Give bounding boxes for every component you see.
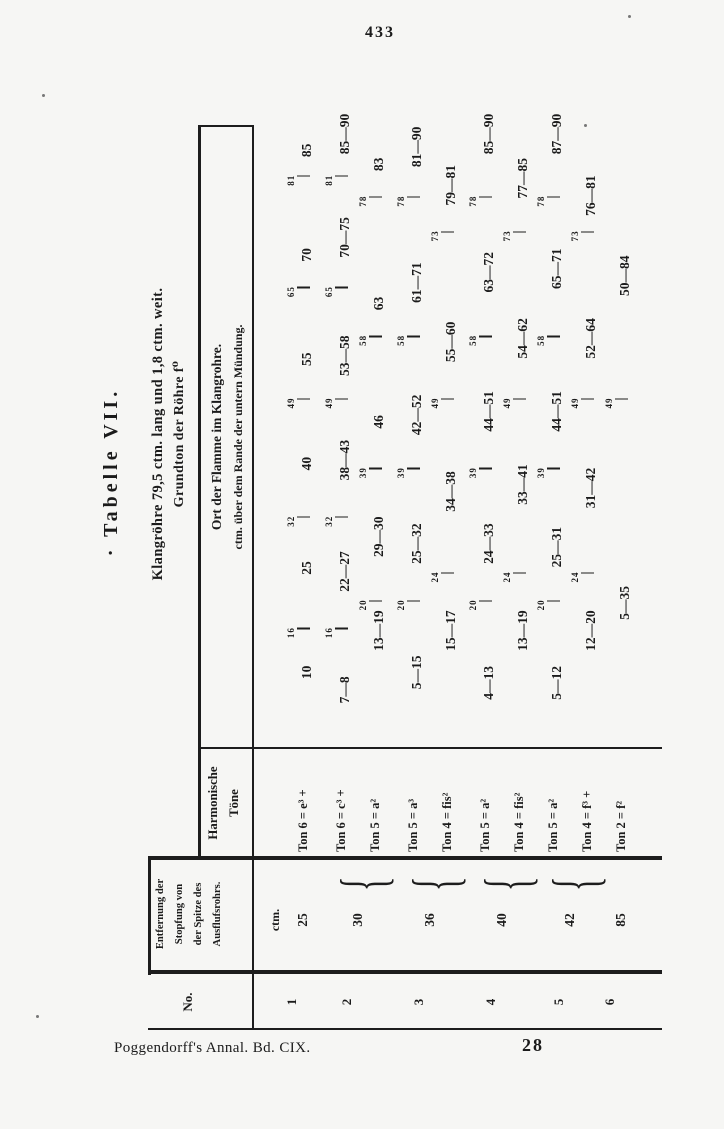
distance-value: 25 bbox=[295, 913, 310, 927]
node-tick bbox=[286, 627, 310, 639]
row-number: 6 bbox=[602, 998, 617, 1006]
node-tick-bar bbox=[513, 398, 526, 399]
table-title: · Tabelle VII. bbox=[100, 387, 122, 557]
node-tick-bar bbox=[335, 628, 348, 629]
column-header-no: No. bbox=[180, 992, 195, 1012]
ton-label: Ton 5 = a³ bbox=[406, 798, 420, 852]
node-tick bbox=[430, 397, 454, 409]
node-tick-bar bbox=[479, 336, 492, 337]
flame-position-value: 65—71 bbox=[549, 248, 564, 289]
ton-label: Ton 5 = a² bbox=[368, 798, 382, 852]
node-tick-number: 20 bbox=[536, 599, 546, 611]
node-tick-number: 65 bbox=[324, 286, 334, 298]
node-tick bbox=[396, 599, 420, 611]
flame-position-value: 53—58 bbox=[337, 335, 352, 376]
node-tick bbox=[358, 467, 382, 479]
node-tick-number: 16 bbox=[324, 627, 334, 639]
node-tick-number: 24 bbox=[430, 571, 440, 583]
entfernung-unit-label: ctm. bbox=[268, 908, 282, 932]
flame-position-value: 22—27 bbox=[337, 551, 352, 592]
node-tick-bar bbox=[615, 398, 628, 399]
table-subtitle-line1: Klangröhre 79,5 ctm. lang und 1,8 ctm. weit. bbox=[150, 287, 166, 581]
ton-label: Ton 6 = e³ + bbox=[296, 789, 310, 852]
node-tick-bar bbox=[297, 628, 310, 629]
flame-position-value: 4—13 bbox=[481, 665, 496, 700]
node-tick-bar bbox=[441, 572, 454, 573]
node-tick-number: 39 bbox=[396, 467, 406, 479]
node-tick-bar bbox=[369, 468, 382, 469]
node-tick-number: 49 bbox=[286, 397, 296, 409]
flame-position-row bbox=[604, 125, 642, 748]
flame-position-value: 79—81 bbox=[443, 164, 458, 206]
flame-position-value: 50—84 bbox=[617, 255, 632, 296]
flame-position-value: 15—17 bbox=[443, 610, 458, 651]
node-tick-number: 24 bbox=[570, 571, 580, 583]
group-brace: { bbox=[329, 876, 401, 892]
flame-position-value: 55 bbox=[299, 352, 314, 366]
node-tick bbox=[324, 286, 348, 298]
flame-position-value: 63 bbox=[371, 296, 386, 311]
flame-position-value: 44—51 bbox=[549, 391, 564, 432]
flame-position-value: 34—38 bbox=[443, 471, 458, 512]
row-number: 1 bbox=[284, 998, 299, 1006]
rotated-table bbox=[100, 75, 668, 1030]
node-tick-bar bbox=[297, 398, 310, 399]
flame-position-value: 55—60 bbox=[443, 321, 458, 363]
node-tick-number: 58 bbox=[396, 334, 406, 346]
distance-value: 30 bbox=[350, 913, 365, 927]
node-tick-bar bbox=[581, 398, 594, 399]
node-tick-bar bbox=[335, 176, 348, 177]
flame-position-value: 61—71 bbox=[409, 262, 424, 303]
node-tick-number: 58 bbox=[358, 334, 368, 346]
flame-position-value: 44—51 bbox=[481, 391, 496, 432]
node-tick bbox=[324, 397, 348, 409]
header-line: der Spitze des bbox=[193, 882, 204, 946]
node-tick bbox=[286, 286, 310, 298]
flame-position-value: 12—20 bbox=[583, 610, 598, 651]
ton-label: Ton 4 = f³ + bbox=[580, 790, 594, 852]
node-tick bbox=[468, 467, 492, 479]
rule-header-right-cap bbox=[198, 125, 254, 127]
group-brace: { bbox=[401, 876, 473, 892]
header-line: Harmonische bbox=[206, 766, 220, 840]
node-tick-number: 58 bbox=[536, 334, 546, 346]
flame-position-value: 54—62 bbox=[515, 318, 530, 359]
node-tick-bar bbox=[547, 336, 560, 337]
node-tick bbox=[324, 515, 348, 527]
node-tick-number: 78 bbox=[396, 195, 406, 207]
node-tick-number: 39 bbox=[468, 467, 478, 479]
flame-position-value: 33—41 bbox=[515, 464, 530, 505]
node-tick-bar bbox=[513, 572, 526, 573]
scan-speck bbox=[42, 94, 45, 97]
node-tick-number: 58 bbox=[468, 334, 478, 346]
flame-position-row bbox=[430, 125, 468, 748]
node-tick-bar bbox=[335, 517, 348, 518]
flame-position-value: 77—85 bbox=[515, 158, 530, 199]
node-tick-bar bbox=[407, 468, 420, 469]
flame-position-row bbox=[468, 113, 506, 748]
flame-position-value: 5—15 bbox=[409, 655, 424, 690]
node-tick bbox=[536, 467, 560, 479]
flame-position-value: 76—81 bbox=[583, 175, 598, 216]
flame-position-value: 13—19 bbox=[515, 610, 530, 651]
flame-position-row bbox=[570, 125, 608, 748]
node-tick bbox=[536, 334, 560, 346]
flame-position-value: 70—75 bbox=[337, 217, 352, 258]
node-tick-bar bbox=[369, 600, 382, 601]
node-tick bbox=[468, 334, 492, 346]
node-tick-number: 39 bbox=[358, 467, 368, 479]
flame-position-row bbox=[286, 125, 324, 748]
node-tick-number: 16 bbox=[286, 627, 296, 639]
node-tick-number: 49 bbox=[430, 397, 440, 409]
node-tick bbox=[286, 397, 310, 409]
distance-value: 40 bbox=[494, 913, 509, 927]
node-tick-bar bbox=[547, 600, 560, 601]
scan-speck bbox=[628, 15, 631, 18]
node-tick-bar bbox=[479, 468, 492, 469]
node-tick bbox=[430, 230, 454, 242]
distance-value: 36 bbox=[422, 913, 437, 927]
node-tick bbox=[604, 397, 628, 409]
row-number: 4 bbox=[483, 998, 498, 1006]
node-tick bbox=[286, 174, 310, 186]
column-header-ort-der-flamme: Ort der Flamme im Klangrohre. bbox=[209, 343, 224, 531]
node-tick-bar bbox=[369, 196, 382, 197]
node-tick-number: 73 bbox=[570, 230, 580, 242]
node-tick bbox=[430, 571, 454, 583]
flame-position-value: 87—90 bbox=[549, 113, 564, 155]
node-tick-bar bbox=[547, 196, 560, 197]
distance-value: 42 bbox=[562, 913, 577, 927]
column-header-entfernung bbox=[151, 858, 227, 970]
flame-position-value: 85 bbox=[299, 143, 314, 158]
node-tick-bar bbox=[335, 398, 348, 399]
flame-position-value: 5—12 bbox=[549, 665, 564, 700]
node-tick bbox=[396, 467, 420, 479]
node-tick-number: 65 bbox=[286, 286, 296, 298]
node-tick bbox=[286, 515, 310, 527]
flame-position-value: 70 bbox=[299, 248, 314, 262]
node-tick bbox=[502, 397, 526, 409]
ton-label: Ton 4 = fis² bbox=[440, 792, 454, 852]
flame-position-row bbox=[396, 125, 434, 748]
node-tick-bar bbox=[297, 287, 310, 288]
node-tick bbox=[468, 195, 492, 207]
flame-position-value: 24—33 bbox=[481, 523, 496, 564]
node-tick-number: 32 bbox=[324, 515, 334, 527]
node-tick bbox=[536, 195, 560, 207]
node-tick-number: 49 bbox=[570, 397, 580, 409]
column-header-ort-unit: ctm. über dem Rande der untern Mündung. bbox=[231, 324, 245, 550]
flame-position-value: 25 bbox=[299, 561, 314, 575]
node-tick-bar bbox=[407, 336, 420, 337]
node-tick bbox=[396, 195, 420, 207]
flame-position-value: 40 bbox=[299, 456, 314, 471]
node-tick-bar bbox=[479, 196, 492, 197]
scan-speck bbox=[36, 1015, 39, 1018]
node-tick-number: 78 bbox=[468, 195, 478, 207]
node-tick-number: 78 bbox=[358, 195, 368, 207]
flame-position-value: 83 bbox=[371, 157, 386, 172]
header-line: Töne bbox=[227, 789, 241, 817]
group-brace: { bbox=[473, 876, 545, 892]
flame-position-value: 13—19 bbox=[371, 610, 386, 651]
flame-position-value: 52—64 bbox=[583, 318, 598, 359]
node-tick bbox=[324, 174, 348, 186]
row-number: 3 bbox=[411, 998, 426, 1006]
flame-position-value: 29—30 bbox=[371, 516, 386, 557]
node-tick-number: 81 bbox=[286, 174, 296, 186]
row-number: 2 bbox=[339, 998, 354, 1006]
node-tick bbox=[502, 230, 526, 242]
node-tick-bar bbox=[581, 231, 594, 232]
flame-position-value: 46 bbox=[371, 415, 386, 429]
node-tick-number: 49 bbox=[604, 397, 614, 409]
node-tick bbox=[396, 334, 420, 346]
node-tick-bar bbox=[479, 600, 492, 601]
node-tick-bar bbox=[407, 196, 420, 197]
node-tick-bar bbox=[581, 572, 594, 573]
flame-position-value: 85—90 bbox=[337, 113, 352, 155]
row-number: 5 bbox=[551, 998, 566, 1006]
node-tick-number: 39 bbox=[536, 467, 546, 479]
rule-sep-no-entfernung bbox=[148, 971, 662, 975]
flame-position-value: 81—90 bbox=[409, 126, 424, 168]
flame-position-row bbox=[536, 113, 574, 748]
node-tick-bar bbox=[547, 468, 560, 469]
node-tick-bar bbox=[441, 231, 454, 232]
flame-position-value: 7—8 bbox=[337, 676, 352, 704]
flame-position-value: 5—35 bbox=[617, 585, 632, 620]
flame-position-value: 85—90 bbox=[481, 113, 496, 155]
flame-position-value: 25—31 bbox=[549, 526, 564, 568]
node-tick-bar bbox=[513, 231, 526, 232]
node-tick-number: 78 bbox=[536, 195, 546, 207]
node-tick-number: 81 bbox=[324, 174, 334, 186]
group-brace: { bbox=[541, 876, 613, 892]
flame-position-value: 31—42 bbox=[583, 467, 598, 509]
header-line: Entfernung der bbox=[155, 878, 166, 950]
distance-value: 85 bbox=[613, 913, 628, 927]
ton-label: Ton 4 = fis² bbox=[512, 792, 526, 852]
flame-position-value: 25—32 bbox=[409, 523, 424, 564]
node-tick bbox=[502, 571, 526, 583]
node-tick-number: 20 bbox=[396, 599, 406, 611]
node-tick-number: 20 bbox=[468, 599, 478, 611]
node-tick-number: 32 bbox=[286, 515, 296, 527]
rule-table-left bbox=[148, 1028, 662, 1030]
node-tick-number: 49 bbox=[324, 397, 334, 409]
node-tick bbox=[570, 571, 594, 583]
sheet-number: 28 bbox=[522, 1035, 544, 1055]
header-line: Ausflufsrohrs. bbox=[212, 881, 223, 947]
node-tick-number: 73 bbox=[502, 230, 512, 242]
ton-label: Ton 5 = a² bbox=[478, 798, 492, 852]
ton-label: Ton 2 = f² bbox=[614, 800, 628, 852]
node-tick-number: 24 bbox=[502, 571, 512, 583]
node-tick bbox=[570, 397, 594, 409]
node-tick bbox=[358, 195, 382, 207]
node-tick bbox=[468, 599, 492, 611]
table-subtitle-line2: Grundton der Röhre f⁰ bbox=[172, 360, 187, 508]
flame-position-row bbox=[324, 113, 362, 748]
ton-label: Ton 5 = a² bbox=[546, 798, 560, 852]
node-tick-bar bbox=[335, 287, 348, 288]
flame-position-row bbox=[358, 125, 396, 748]
node-tick-bar bbox=[297, 517, 310, 518]
node-tick bbox=[358, 334, 382, 346]
node-tick-number: 49 bbox=[502, 397, 512, 409]
flame-position-value: 42—52 bbox=[409, 394, 424, 436]
flame-position-value: 63—72 bbox=[481, 251, 496, 293]
header-line: Stopfung von bbox=[174, 883, 185, 945]
node-tick-number: 73 bbox=[430, 230, 440, 242]
column-header-harmonische-toene bbox=[203, 750, 245, 856]
node-tick-bar bbox=[369, 336, 382, 337]
flame-position-row bbox=[502, 125, 540, 748]
ton-label: Ton 6 = c³ + bbox=[334, 789, 348, 852]
node-tick bbox=[570, 230, 594, 242]
rule-header-separator bbox=[252, 125, 254, 1030]
journal-footer: Poggendorff's Annal. Bd. CIX. bbox=[114, 1040, 311, 1056]
flame-position-value: 38—43 bbox=[337, 439, 352, 481]
node-tick bbox=[324, 627, 348, 639]
node-tick-bar bbox=[441, 398, 454, 399]
node-tick bbox=[358, 599, 382, 611]
flame-position-value: 10 bbox=[299, 665, 314, 680]
node-tick-bar bbox=[297, 176, 310, 177]
node-tick bbox=[536, 599, 560, 611]
node-tick-bar bbox=[407, 600, 420, 601]
page-number: 433 bbox=[365, 24, 395, 41]
node-tick-number: 20 bbox=[358, 599, 368, 611]
